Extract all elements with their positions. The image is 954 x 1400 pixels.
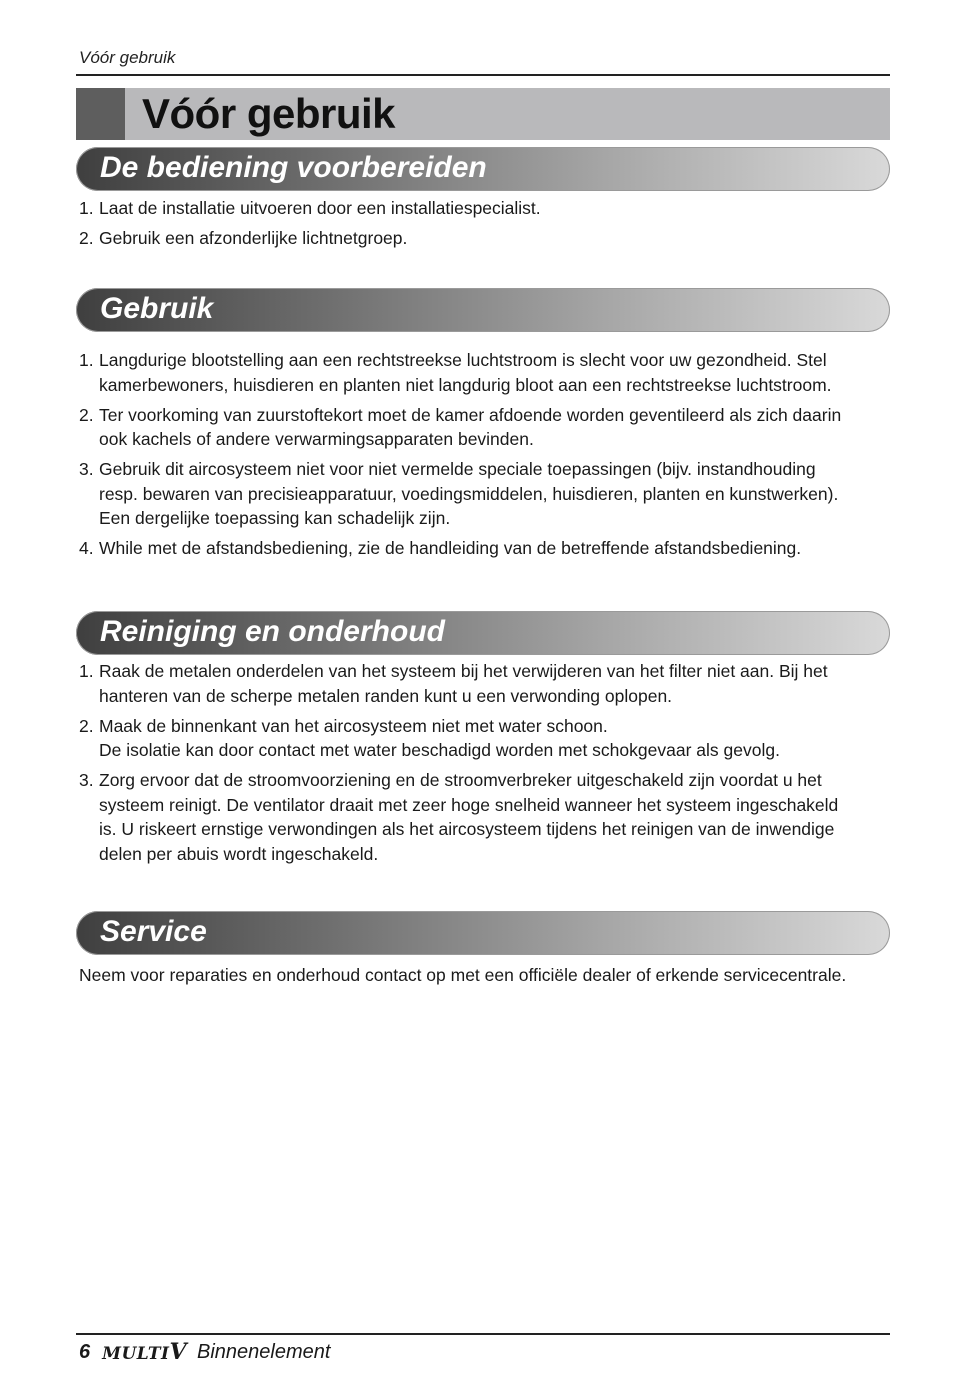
list-item <box>79 403 879 452</box>
list-item <box>79 457 879 531</box>
section-heading-bar <box>76 611 890 655</box>
title-accent-block <box>76 88 125 140</box>
item-number: 1. <box>79 350 94 370</box>
item-text: kamerbewoners, huisdieren en planten niet langdurig bloot aan een rechtstreekse luchtstroom. <box>99 374 832 395</box>
item-number: 1. <box>79 198 94 218</box>
item-text: While met de afstandsbediening, zie de handleiding van de betreffende afstandsbediening. <box>99 538 802 558</box>
section-heading: Gebruik <box>100 292 214 325</box>
list-item <box>79 768 879 866</box>
item-number: 2. <box>79 715 94 736</box>
section-list <box>79 196 879 256</box>
item-text: Gebruik dit aircosysteem niet voor niet vermelde speciale toepassingen (bijv. instandhouding <box>99 459 816 479</box>
list-item <box>79 536 879 561</box>
page-title-bar <box>76 88 890 140</box>
item-text: hanteren van de scherpe metalen randen kunt u een verwonding oplopen. <box>99 685 673 706</box>
item-text: Een dergelijke toepassing kan schadelijk zijn. <box>99 508 451 528</box>
item-text: Ter voorkoming van zuurstoftekort moet de kamer afdoende worden geventileerd als zich daarin <box>99 404 842 425</box>
item-text: Zorg ervoor dat de stroomvoorziening en de stroomverbreker uitgeschakeld zijn voordat u het <box>99 770 822 790</box>
page-footer <box>79 1339 330 1365</box>
item-text: ook kachels of andere verwarmingsapparaten bevinden. <box>99 429 534 449</box>
page-title: Vóór gebruik <box>142 90 396 137</box>
item-number: 4. <box>79 538 94 558</box>
list-item <box>79 714 879 763</box>
item-number: 3. <box>79 770 94 790</box>
section-heading-bar <box>76 147 890 191</box>
footer-label: Binnenelement <box>197 1340 331 1363</box>
item-text: systeem reinigt. De ventilator draait met zeer hoge snelheid wanneer het systeem ingeschakeld <box>99 794 839 815</box>
item-text: Langdurige blootstelling aan een rechtstreekse luchtstroom is slecht voor uw gezondheid. Stel <box>99 350 827 370</box>
list-item <box>79 226 879 251</box>
running-header: Vóór gebruik <box>79 48 176 67</box>
multi-v-logo <box>102 1339 187 1365</box>
item-number: 1. <box>79 661 94 681</box>
list-item <box>79 659 879 708</box>
item-text: Raak de metalen onderdelen van het systeem bij het verwijderen van het filter niet aan. Bij het <box>99 661 828 681</box>
item-text: Laat de installatie uitvoeren door een installatiespecialist. <box>99 198 541 218</box>
section-heading: De bediening voorbereiden <box>100 151 487 184</box>
section-heading-bar <box>76 288 890 332</box>
item-text: delen per abuis wordt ingeschakeld. <box>99 843 379 864</box>
section-heading-bar <box>76 911 890 955</box>
section-heading: Service <box>100 915 207 948</box>
footer-rule <box>76 1333 890 1335</box>
section-list <box>79 348 879 566</box>
logo-text: MULTI <box>102 1344 170 1364</box>
service-text: Neem voor reparaties en onderhoud contact op met een officiële dealer of erkende servicecentrale. <box>79 965 847 985</box>
item-text: is. U riskeert ernstige verwondingen als het aircosysteem tijdens het reinigen van de inwendige <box>99 819 835 839</box>
page-number: 6 <box>79 1340 91 1363</box>
header-rule <box>76 74 890 76</box>
item-number: 2. <box>79 404 94 425</box>
section-list <box>79 659 879 872</box>
item-number: 3. <box>79 459 94 479</box>
item-text: resp. bewaren van precisieapparatuur, voedingsmiddelen, huisdieren, planten en kunstwerken). <box>99 483 839 504</box>
item-text: Maak de binnenkant van het aircosysteem niet met water schoon. <box>99 715 608 736</box>
item-text: De isolatie kan door contact met water beschadigd worden met schokgevaar als gevolg. <box>99 740 780 760</box>
list-item <box>79 196 879 221</box>
item-text: Gebruik een afzonderlijke lichtnetgroep. <box>99 228 408 248</box>
section-heading: Reiniging en onderhoud <box>100 615 445 648</box>
logo-v: V <box>169 1339 188 1365</box>
item-number: 2. <box>79 228 94 248</box>
list-item <box>79 348 879 397</box>
